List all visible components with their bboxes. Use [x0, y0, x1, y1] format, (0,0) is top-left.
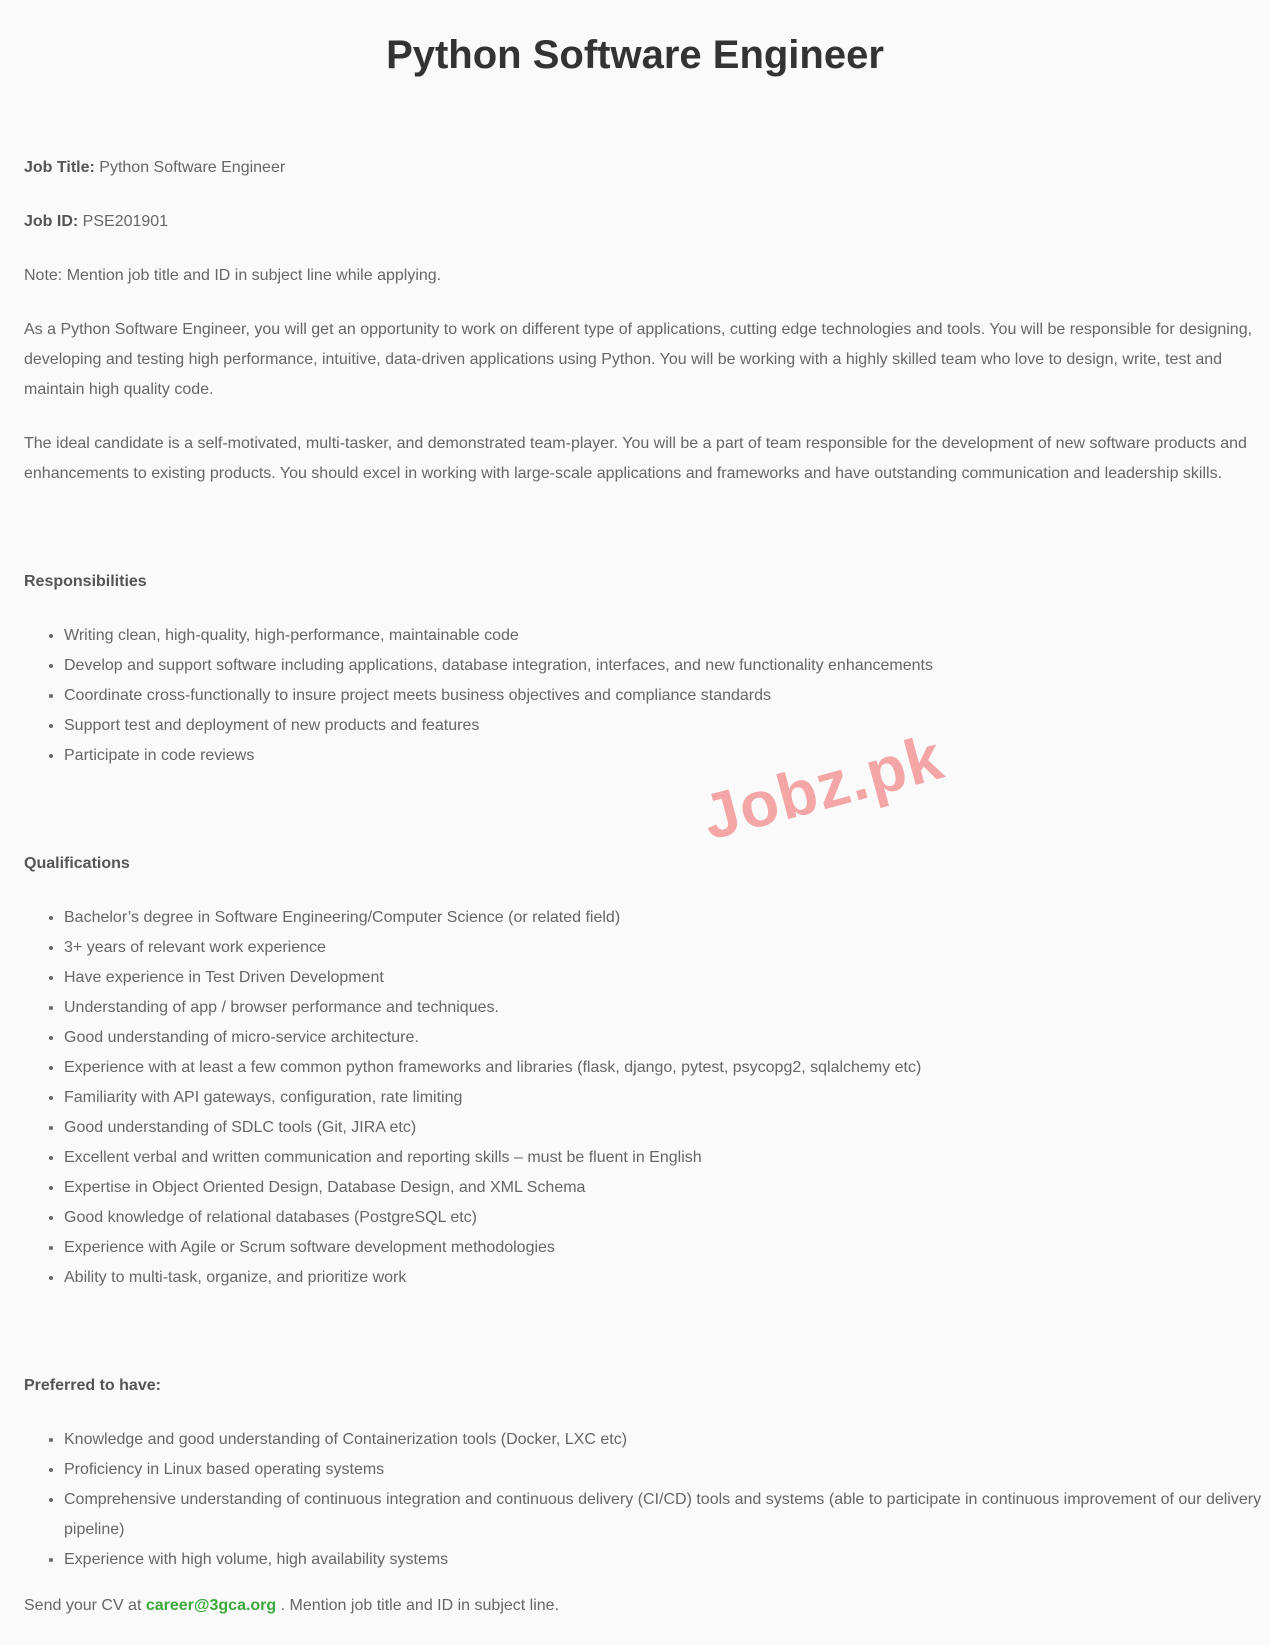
list-item: • Knowledge and good understanding of Containerization tools (Docker, LXC etc) — [64, 1425, 1264, 1455]
list-item: • Coordinate cross-functionally to insure project meets business objectives and compliance standards — [64, 681, 1264, 711]
job-title-label: Job Title: — [24, 159, 95, 176]
apply-line — [24, 1591, 1264, 1621]
list-item: • 3+ years of relevant work experience — [64, 933, 1264, 963]
qualifications-list — [24, 903, 1264, 1293]
list-item: • Experience with Agile or Scrum software development methodologies — [64, 1233, 1264, 1263]
preferred-list — [24, 1425, 1264, 1575]
job-id-value: PSE201901 — [82, 213, 169, 230]
job-id-label: Job ID: — [24, 213, 79, 230]
list-item: • Comprehensive understanding of continuous integration and continuous delivery (CI/CD) tools and systems (able to participate in continuous improvement of our delivery pipeline) — [64, 1485, 1264, 1545]
email-link[interactable]: career@3gca.org — [145, 1597, 277, 1614]
list-item: • Understanding of app / browser performance and techniques. — [64, 993, 1264, 1023]
list-item: • Bachelor’s degree in Software Engineering/Computer Science (or related field) — [64, 903, 1264, 933]
watermark-logo: Jobz.pk — [694, 720, 951, 854]
apply-prefix: Send your CV at — [24, 1597, 146, 1614]
job-description — [24, 153, 1264, 1645]
list-item: • Writing clean, high-quality, high-performance, maintainable code — [64, 621, 1264, 651]
list-item: • Expertise in Object Oriented Design, Database Design, and XML Schema — [64, 1173, 1264, 1203]
list-item: • Good knowledge of relational databases (PostgreSQL etc) — [64, 1203, 1264, 1233]
list-item: • Good understanding of SDLC tools (Git, JIRA etc) — [64, 1113, 1264, 1143]
list-item: • Good understanding of micro-service architecture. — [64, 1023, 1264, 1053]
list-item: • Support test and deployment of new products and features — [64, 711, 1264, 741]
list-item: • Experience with at least a few common python frameworks and libraries (flask, django, pytest, psycopg2, sqlalchemy etc) — [64, 1053, 1264, 1083]
intro-paragraph: The ideal candidate is a self-motivated, multi-tasker, and demonstrated team-player. You will be a part of team responsible for the development of new software products and enhancements to existing products. You should excel in working with large-scale applications and frameworks and have outstanding communication and leadership skills. — [24, 435, 1247, 482]
apply-suffix: . Mention job title and ID in subject line. — [276, 1597, 560, 1614]
list-item: • Have experience in Test Driven Development — [64, 963, 1264, 993]
job-id-line — [24, 207, 1264, 237]
list-item: • Familiarity with API gateways, configuration, rate limiting — [64, 1083, 1264, 1113]
job-title-line — [24, 153, 1264, 183]
list-item: • Ability to multi-task, organize, and prioritize work — [64, 1263, 1264, 1293]
responsibilities-heading — [24, 567, 1264, 597]
page-title: Python Software Engineer — [386, 33, 884, 77]
preferred-heading-text: Preferred to have: — [24, 1377, 161, 1394]
list-item: • Excellent verbal and written communication and reporting skills – must be fluent in English — [64, 1143, 1264, 1173]
responsibilities-heading-text: Responsibilities — [24, 573, 147, 590]
note: Note: Mention job title and ID in subject line while applying. — [24, 267, 442, 284]
job-title-value: Python Software Engineer — [99, 159, 286, 176]
responsibilities-list — [24, 621, 1264, 771]
qualifications-heading — [24, 849, 1264, 879]
qualifications-heading-text: Qualifications — [24, 855, 130, 872]
intro-paragraph: As a Python Software Engineer, you will get an opportunity to work on different type of applications, cutting edge technologies and tools. You will be responsible for designing, developing and testing high performance, intuitive, data-driven applications using Python. You will be working with a highly skilled team who love to design, write, test and maintain high quality code. — [24, 321, 1253, 398]
list-item: • Develop and support software including applications, database integration, interfaces, and new functionality enhancements — [64, 651, 1264, 681]
list-item: • Experience with high volume, high availability systems — [64, 1545, 1264, 1575]
list-item: • Proficiency in Linux based operating systems — [64, 1455, 1264, 1485]
list-item: • Participate in code reviews — [64, 741, 1264, 771]
preferred-heading — [24, 1371, 1264, 1401]
